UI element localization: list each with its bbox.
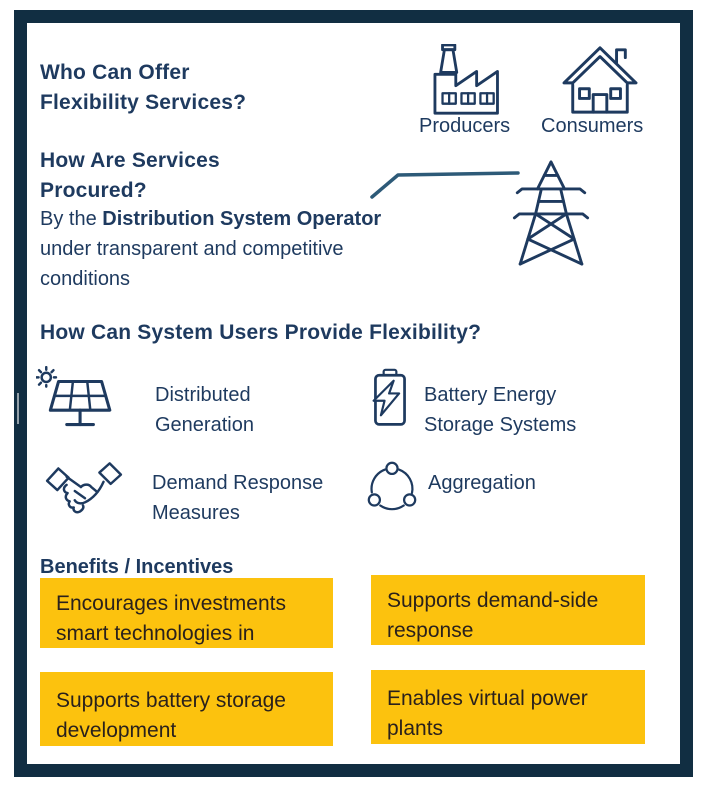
benefit-smart-tech-line1: Encourages investments bbox=[56, 592, 286, 615]
procurement-body-prefix: By the bbox=[40, 208, 103, 230]
procurement-body-bold: Distribution System Operator bbox=[102, 208, 382, 230]
benefit-card-battery-storage bbox=[40, 672, 333, 746]
who-title-line2: Flexibility Services? bbox=[40, 91, 247, 114]
procurement-title bbox=[40, 146, 220, 206]
distributed-generation-line2: Generation bbox=[155, 414, 254, 436]
factory-icon bbox=[428, 44, 512, 116]
benefit-virtual-plants-line1: Enables virtual power bbox=[387, 687, 588, 710]
battery-storage-line2: Storage Systems bbox=[424, 414, 577, 436]
procurement-body-line1 bbox=[40, 204, 460, 234]
aggregation-icon bbox=[366, 460, 418, 512]
battery-icon bbox=[368, 368, 412, 428]
handshake-icon bbox=[44, 460, 124, 518]
flexibility-title: How Can System Users Provide Flexibility? bbox=[40, 321, 482, 344]
battery-storage-line1: Battery Energy bbox=[424, 384, 557, 406]
benefit-card-demand-side bbox=[371, 575, 645, 645]
distributed-generation-label bbox=[155, 380, 254, 440]
demand-response-line1: Demand Response bbox=[152, 472, 324, 494]
battery-storage-label bbox=[424, 380, 576, 440]
connector-line bbox=[366, 166, 522, 204]
procurement-body bbox=[40, 204, 460, 294]
solar-panel-icon bbox=[36, 366, 118, 438]
distributed-generation-line1: Distributed bbox=[155, 384, 251, 406]
procurement-body-line3: conditions bbox=[40, 268, 131, 290]
who-title-line1: Who Can Offer bbox=[40, 61, 190, 84]
benefit-demand-side-line2: response bbox=[387, 619, 474, 642]
procurement-title-line2: Procured? bbox=[40, 179, 147, 202]
cursor-artifact bbox=[17, 393, 19, 424]
benefit-battery-storage-line1: Supports battery storage bbox=[56, 689, 286, 712]
demand-response-line2: Measures bbox=[152, 502, 240, 524]
benefit-smart-tech-line2: smart technologies in bbox=[56, 622, 255, 645]
demand-response-label bbox=[152, 468, 323, 528]
procurement-title-line1: How Are Services bbox=[40, 149, 220, 172]
producers-label: Producers bbox=[419, 115, 511, 137]
procurement-body-line2: under transparent and competitive bbox=[40, 238, 344, 260]
benefit-demand-side-line1: Supports demand-side bbox=[387, 589, 599, 612]
who-title bbox=[40, 58, 246, 118]
transmission-tower-icon bbox=[512, 160, 590, 266]
aggregation-line1: Aggregation bbox=[428, 472, 536, 494]
benefit-battery-storage-line2: development bbox=[56, 719, 177, 742]
consumers-label: Consumers bbox=[541, 115, 644, 137]
benefit-card-virtual-plants bbox=[371, 670, 645, 744]
benefit-card-smart-tech bbox=[40, 578, 333, 648]
benefit-virtual-plants-line2: plants bbox=[387, 717, 444, 740]
benefits-title: Benefits / Incentives bbox=[40, 556, 234, 578]
aggregation-label bbox=[428, 468, 536, 498]
house-icon bbox=[560, 42, 640, 116]
